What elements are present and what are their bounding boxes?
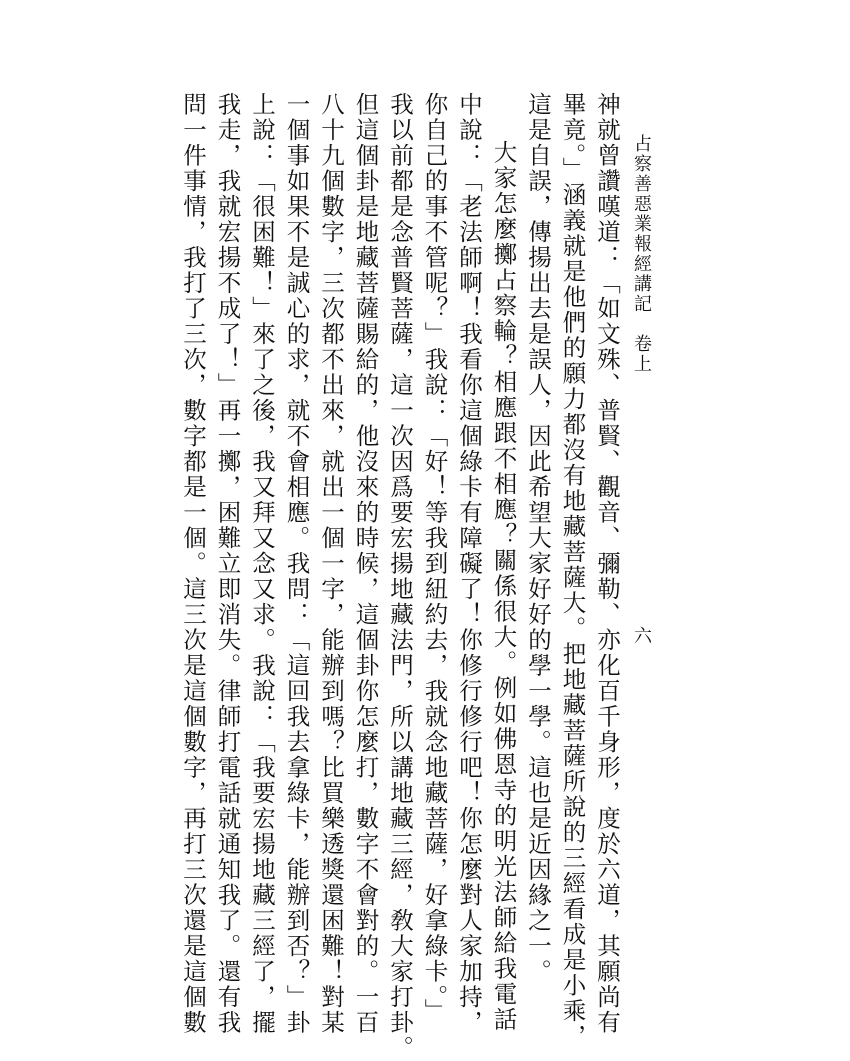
text-column: 上說：「很困難！」來了之後，我又拜又念又求。我說：「我要宏揚地藏三經了，擺 [248,92,276,1036]
text-column: 你自己的事不管呢？」我說：「好！等我到紐約去，我就念地藏菩薩，好拿綠卡。」 [420,92,449,1024]
text-column: 我走，我就宏揚不成了！」再一擲，困難立即消失。律師打電話就通知我了。還有我 [213,92,242,1036]
text-column: 我以前都是念普賢菩薩，這一次因爲要宏揚地藏法門，所以講地藏三經，敎大家打卦。 [386,92,414,1061]
text-column: 畢竟。」涵義就是他們的願力都沒有地藏菩薩大。把地藏菩薩所說的三經看成是小乘， [558,92,587,1050]
text-column: 這是自誤，傳揚出去是誤人，因此希望大家好好的學一學。這也是近因緣之一。 [524,92,552,985]
page-number: 六 [631,626,652,644]
text-column: 一個事如果不是誠心的求，就不會相應。我問：「這回我去拿綠卡，能辦到否？」卦 [282,92,311,1036]
text-column: 中說：「老法師啊！我看你這個綠卡有障礙了！你修行修行吧！你怎麼對人家加持， [455,92,483,1036]
running-header-title: 占察善惡業報經講記 卷上 [631,134,652,374]
text-column-paragraph-start: 大家怎麼擲占察輪？相應跟不相應？關係很大。例如佛恩寺的明光法師給我電話 [489,140,518,1033]
body-text [179,92,624,1061]
text-column: 問一件事情，我打了三次，數字都是一個。這三次是這個數字，再打三次還是這個數 [179,92,207,1036]
text-column: 神就曾讚嘆道：「如文殊、普賢、觀音、彌勒、亦化百千身形，度於六道，其願尚有 [593,92,621,1036]
text-column: 八十九個數字，三次都不出來，就出一個一字，能辦到嗎？比買樂透獎還困難！對某 [317,92,345,1036]
text-column: 但這個卦是地藏菩薩賜給的，他沒來的時候，這個卦你怎麼打，數字不會對的。一百 [351,92,380,1036]
